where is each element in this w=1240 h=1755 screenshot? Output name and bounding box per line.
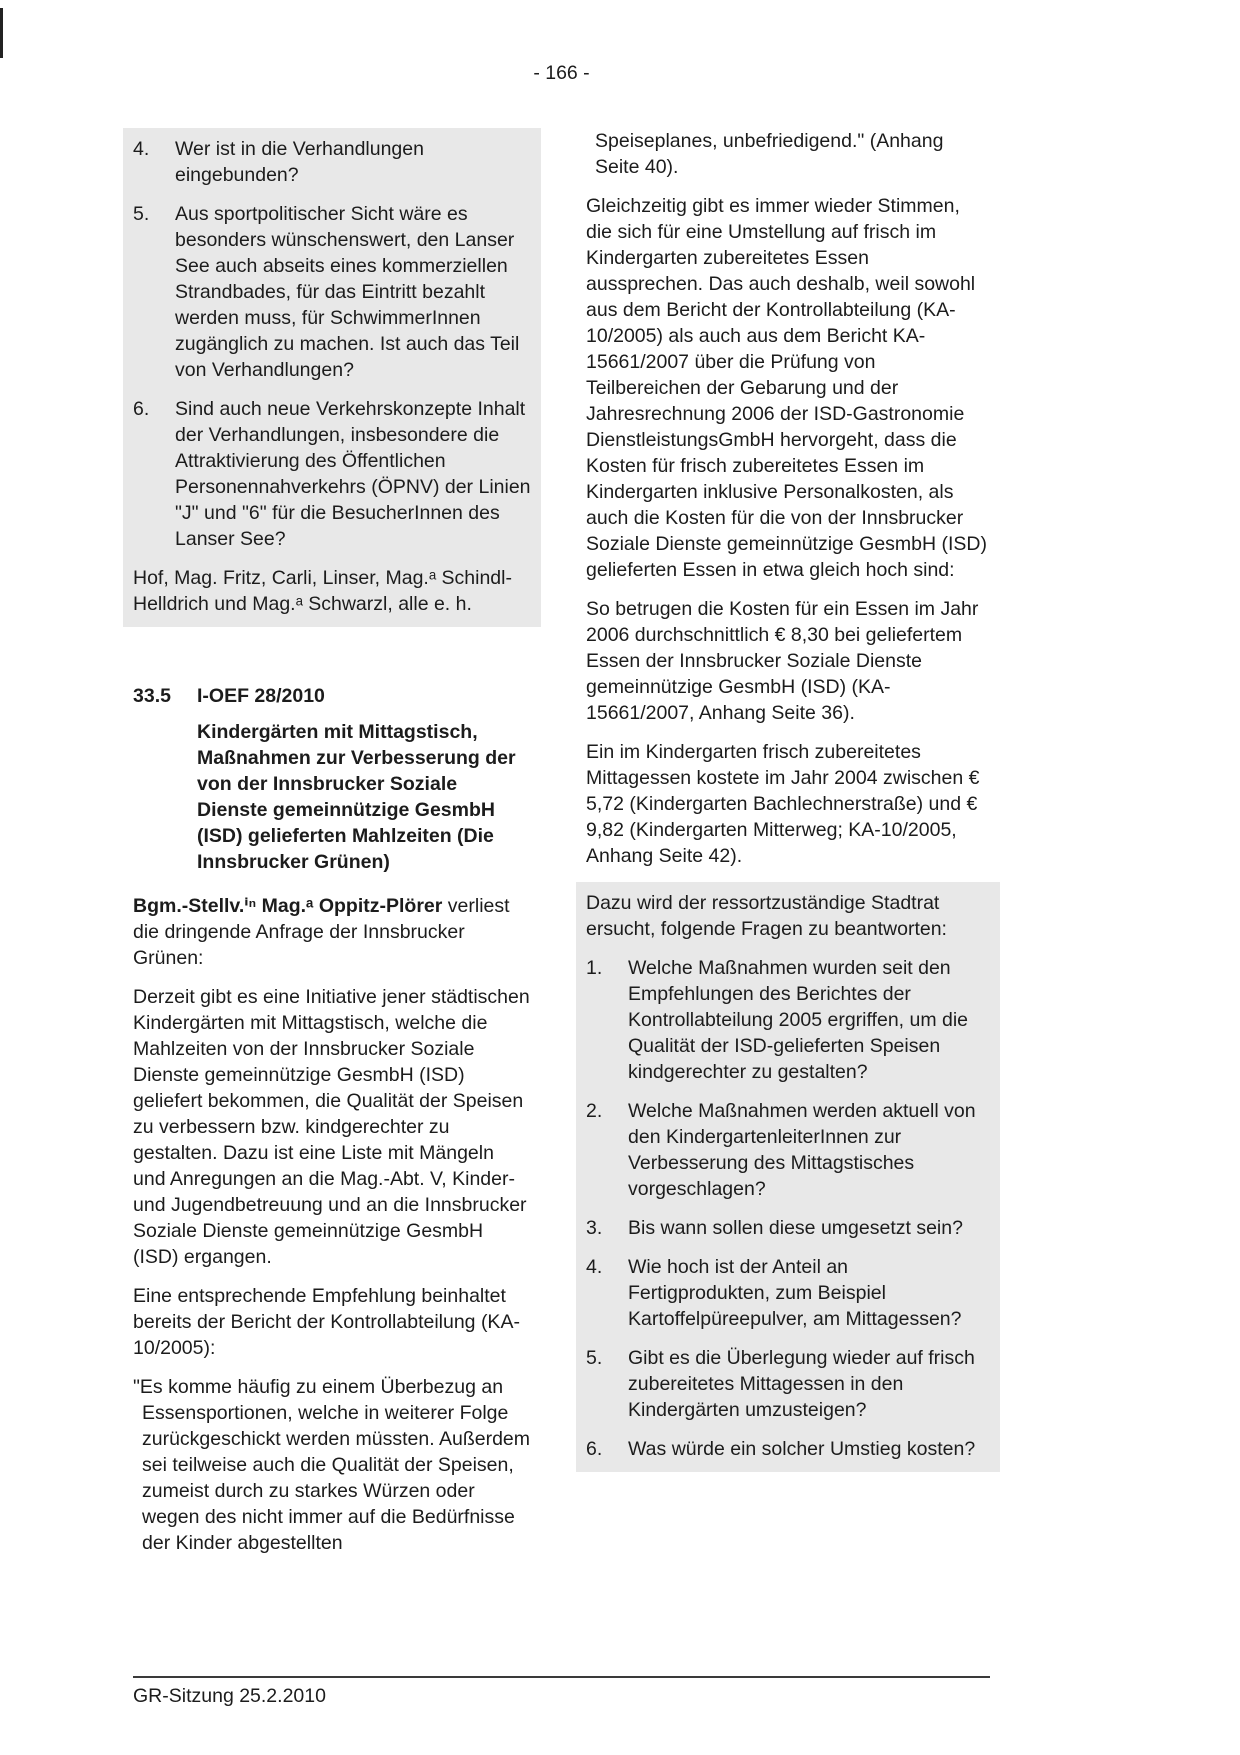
question-number: 4. — [133, 138, 150, 160]
question-number: 6. — [586, 1438, 603, 1460]
question-item — [586, 1436, 990, 1462]
body-paragraph: Gleichzeitig gibt es immer wieder Stimmen, die sich für eine Umstellung auf frisch im Kindergarten zubereitetes Essen aussprechen. Das auch deshalb, weil sowohl aus dem Bericht der Kontrollabteilung (KA-10/2005) als auch aus dem Bericht KA-15661/2007 über die Prüfung von Teilbereichen der Gebarung und der Jahresrechnung 2006 der ISD-Gastronomie DienstleistungsGmbH hervorgeht, dass die Kosten für frisch zubereitetes Essen im Kindergarten inklusive Personalkosten, als auch die Kosten für die von der Innsbrucker Soziale Dienste gemeinnützige GesmbH (ISD) gelieferten Essen in etwa gleich hoch sind: — [586, 195, 988, 581]
question-number: 5. — [133, 203, 150, 225]
question-item — [133, 201, 531, 383]
right-column — [586, 128, 990, 1472]
question-item — [586, 1215, 990, 1241]
body-paragraph: Derzeit gibt es eine Initiative jener städtischen Kindergärten mit Mittagstisch, welche die Mahlzeiten von der Innsbrucker Soziale Dienste gemeinnützige GesmbH (ISD) geliefert bekommen, die Qualität der Speisen zu verbessern bzw. kindgerechter zu gestalten. Dazu ist eine Liste mit Mängeln und Anregungen an die Mag.-Abt. V, Kinder- und Jugendbetreuung und an die Innsbrucker Soziale Dienste gemeinnützige GesmbH (ISD) ergangen. — [133, 986, 530, 1268]
body-paragraph: So betrugen die Kosten für ein Essen im Jahr 2006 durchschnittlich € 8,30 bei geliefertem Essen der Innsbrucker Soziale Dienste gemeinnützige GesmbH (ISD) (KA-15661/2007, Anhang Seite 36). — [586, 598, 979, 724]
question-text: Wer ist in die Verhandlungen eingebunden? — [175, 138, 424, 186]
quote-paragraph: "Es komme häufig zu einem Überbezug an Essensportionen, welche in weiterer Folge zurückgeschickt werden müssten. Außerdem sei teilweise auch die Qualität der Speisen, zumeist durch zu starkes Würzen oder wegen des nicht immer auf die Bedürfnisse der Kinder abgestellten — [133, 1376, 531, 1554]
body-paragraph: Ein im Kindergarten frisch zubereitetes Mittagessen kostete im Jahr 2004 zwischen € 5,72 (Kindergarten Bachlechnerstraße) und € 9,82 (Kindergarten Mitterweg; KA-10/2005, Anhang Seite 42). — [586, 741, 980, 867]
question-number: 3. — [586, 1217, 603, 1239]
highlighted-request-block — [576, 882, 1000, 1472]
highlighted-questions-block — [123, 128, 541, 627]
page-footer — [133, 1676, 990, 1709]
speaker-text: verliest die dringende Anfrage der Innsbrucker Grünen: — [133, 895, 510, 969]
scan-edge-mark — [0, 8, 3, 58]
left-column — [133, 128, 531, 1556]
speaker-name: Bgm.-Stellv.ⁱⁿ Mag.ᵃ Oppitz-Plörer — [133, 895, 443, 917]
question-text: Welche Maßnahmen werden aktuell von den KindergartenleiterInnen zur Verbesserung des Mittagstisches vorgeschlagen? — [628, 1100, 976, 1200]
section-number: 33.5 — [133, 685, 171, 707]
section-code: I-OEF 28/2010 — [197, 685, 325, 707]
body-paragraph: Eine entsprechende Empfehlung beinhaltet bereits der Bericht der Kontrollabteilung (KA-10/2005): — [133, 1285, 520, 1359]
question-number: 2. — [586, 1100, 603, 1122]
section-heading — [133, 683, 531, 709]
question-text: Wie hoch ist der Anteil an Fertigprodukten, zum Beispiel Kartoffelpüreepulver, am Mittagessen? — [628, 1256, 962, 1330]
signatories: Hof, Mag. Fritz, Carli, Linser, Mag.ᵃ Schindl-Helldrich und Mag.ᵃ Schwarzl, alle e. h. — [133, 567, 512, 615]
question-item — [133, 136, 531, 188]
request-intro: Dazu wird der ressortzuständige Stadtrat ersucht, folgende Fragen zu beantworten: — [586, 892, 947, 940]
footer-text: GR-Sitzung 25.2.2010 — [133, 1685, 326, 1707]
question-item — [586, 955, 990, 1085]
section-title: Kindergärten mit Mittagstisch, Maßnahmen zur Verbesserung der von der Innsbrucker Soziale Dienste gemeinnützige GesmbH (ISD) gelieferten Mahlzeiten (Die Innsbrucker Grünen) — [197, 721, 516, 873]
question-item — [586, 1098, 990, 1202]
question-text: Bis wann sollen diese umgesetzt sein? — [628, 1217, 963, 1239]
question-item — [586, 1345, 990, 1423]
question-item — [586, 1254, 990, 1332]
question-number: 4. — [586, 1256, 603, 1278]
question-text: Was würde ein solcher Umstieg kosten? — [628, 1438, 976, 1460]
page-number: - 166 - — [533, 62, 590, 84]
question-number: 5. — [586, 1347, 603, 1369]
question-text: Gibt es die Überlegung wieder auf frisch zubereitetes Mittagessen in den Kindergärten umzusteigen? — [628, 1347, 975, 1421]
question-item — [133, 396, 531, 552]
quote-continuation-paragraph: Speiseplanes, unbefriedigend." (Anhang Seite 40). — [595, 130, 944, 178]
question-number: 6. — [133, 398, 150, 420]
question-text: Welche Maßnahmen wurden seit den Empfehlungen des Berichtes der Kontrollabteilung 2005 ergriffen, um die Qualität der ISD-gelieferten Speisen kindgerechter zu gestalten? — [628, 957, 969, 1083]
question-text: Aus sportpolitischer Sicht wäre es besonders wünschenswert, den Lanser See auch abseits eines kommerziellen Strandbades, für das Eintritt bezahlt werden muss, für SchwimmerInnen zugänglich zu machen. Ist auch das Teil von Verhandlungen? — [175, 203, 520, 381]
question-number: 1. — [586, 957, 603, 979]
question-text: Sind auch neue Verkehrskonzepte Inhalt der Verhandlungen, insbesondere die Attraktivierung des Öffentlichen Personennahverkehrs (ÖPNV) der Linien "J" und "6" für die BesucherInnen des Lanser See? — [175, 398, 531, 550]
speaker-paragraph — [133, 893, 531, 971]
